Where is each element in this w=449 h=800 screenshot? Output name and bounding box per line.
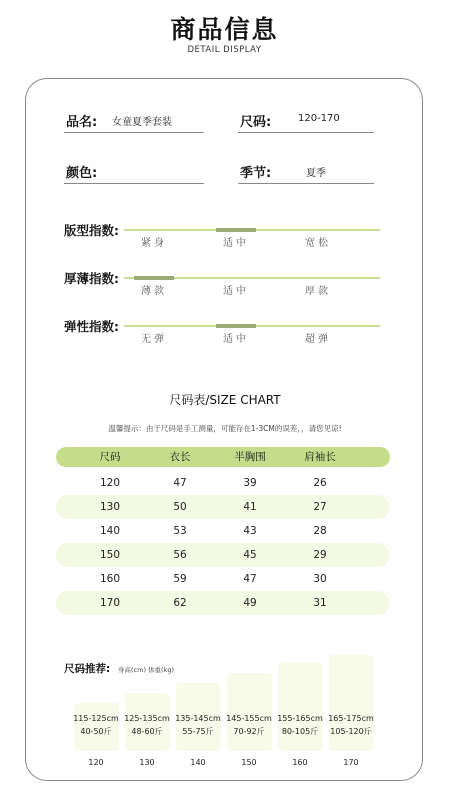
table-cell: 170 (99, 597, 121, 609)
index-option: 紧身 (141, 238, 167, 249)
recommend-weight: 48-60斤 (131, 727, 163, 736)
recommend-weight: 80-105斤 (281, 727, 319, 736)
table-cell: 49 (243, 597, 257, 609)
table-cell: 62 (173, 597, 187, 609)
table-header-row (56, 447, 390, 467)
table-cell: 39 (243, 477, 257, 489)
index-option: 宽松 (305, 238, 331, 249)
table-row (56, 543, 390, 567)
recommend-size: 140 (190, 758, 206, 767)
index-option: 适中 (223, 286, 249, 297)
index-option: 薄款 (141, 286, 167, 297)
table-cell: 27 (313, 501, 327, 513)
table-header-cell: 半胸围 (234, 451, 266, 463)
recommend-height: 155-165cm (277, 714, 323, 723)
table-cell: 50 (173, 501, 187, 513)
name-field (64, 109, 204, 133)
index-marker (216, 324, 256, 328)
recommend-height: 145-155cm (226, 714, 272, 723)
size-label: 尺码: (240, 115, 272, 130)
size-chart-title: 尺码表/SIZE CHART (169, 393, 281, 407)
recommend-weight: 40-50斤 (80, 727, 112, 736)
table-cell: 59 (173, 573, 187, 585)
table-cell: 150 (99, 549, 121, 561)
size-table (56, 447, 390, 615)
index-marker (134, 276, 174, 280)
table-cell: 41 (243, 501, 257, 513)
name-value: 女童夏季套装 (112, 117, 172, 128)
recommend-bar (227, 673, 272, 751)
page-title: 商品信息 (170, 15, 279, 44)
table-cell: 56 (173, 549, 187, 561)
table-cell: 26 (313, 477, 327, 489)
table-cell: 30 (313, 573, 327, 585)
table-row (56, 519, 390, 543)
season-value: 夏季 (306, 168, 326, 179)
recommend-subtitle: 身高(cm) 体重(kg) (118, 666, 175, 674)
table-cell: 120 (99, 477, 121, 489)
detail-card (25, 78, 423, 781)
table-cell: 160 (99, 573, 121, 585)
table-header-cell: 衣长 (169, 451, 191, 463)
table-cell: 43 (243, 525, 257, 537)
size-field (238, 109, 374, 133)
index-label: 版型指数: (64, 223, 119, 238)
table-cell: 28 (313, 525, 327, 537)
table-row (56, 471, 390, 495)
season-label: 季节: (240, 166, 272, 181)
index-option: 适中 (223, 238, 249, 249)
table-cell: 29 (313, 549, 327, 561)
index-option: 无弹 (141, 334, 167, 345)
recommend-height: 125-135cm (124, 714, 170, 723)
recommend-height: 165-175cm (328, 714, 374, 723)
index-option: 厚款 (305, 286, 331, 297)
index-label: 厚薄指数: (64, 271, 119, 286)
recommend-weight: 105-120斤 (330, 727, 372, 736)
table-row (56, 495, 390, 519)
season-field (238, 160, 374, 184)
size-chart-note: 温馨提示：由于尺码是手工测量，可能存在1-3CM的误差，，请您见谅! (108, 424, 342, 433)
index-option: 适中 (223, 334, 249, 345)
table-header-cell: 肩袖长 (304, 451, 336, 463)
index-option: 超弹 (305, 334, 331, 345)
table-header-cell: 尺码 (99, 451, 121, 463)
table-cell: 53 (173, 525, 187, 537)
recommend-size: 150 (241, 758, 257, 767)
recommend-height: 115-125cm (73, 714, 119, 723)
page-subtitle: DETAIL DISPLAY (187, 45, 262, 55)
name-label: 品名: (66, 115, 98, 130)
recommend-size: 170 (343, 758, 359, 767)
table-row (56, 591, 390, 615)
table-cell: 31 (313, 597, 327, 609)
index-row (64, 269, 404, 309)
recommend-weight: 55-75斤 (182, 727, 214, 736)
table-cell: 140 (99, 525, 121, 537)
index-row (64, 317, 404, 357)
recommend-height: 135-145cm (175, 714, 221, 723)
table-cell: 130 (99, 501, 121, 513)
recommend-title: 尺码推荐: (64, 663, 111, 675)
table-row (56, 567, 390, 591)
index-marker (216, 228, 256, 232)
table-cell: 45 (243, 549, 257, 561)
index-label: 弹性指数: (64, 319, 119, 334)
recommend-size: 160 (292, 758, 308, 767)
table-cell: 47 (173, 477, 187, 489)
color-field (64, 160, 204, 184)
size-value: 120-170 (298, 113, 340, 124)
color-label: 颜色: (66, 166, 98, 181)
recommend-size: 120 (88, 758, 104, 767)
recommend-weight: 70-92斤 (233, 727, 265, 736)
index-row (64, 221, 404, 261)
table-cell: 47 (243, 573, 257, 585)
recommend-size: 130 (139, 758, 155, 767)
